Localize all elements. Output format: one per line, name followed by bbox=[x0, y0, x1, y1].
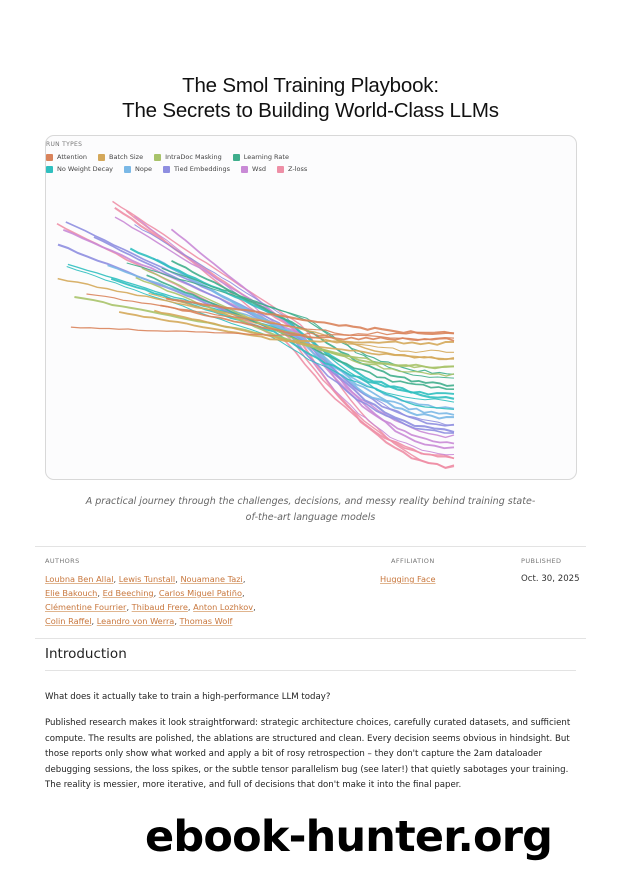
divider bbox=[35, 546, 586, 547]
legend-swatch bbox=[163, 166, 170, 173]
legend-item bbox=[233, 153, 289, 161]
author-link[interactable]: Thomas Wolf bbox=[179, 616, 233, 626]
divider bbox=[45, 670, 576, 671]
published-label: PUBLISHED bbox=[521, 557, 562, 565]
published-date: Oct. 30, 2025 bbox=[521, 574, 580, 584]
author-link[interactable]: Ed Beeching bbox=[102, 588, 154, 598]
legend-swatch bbox=[154, 154, 161, 161]
legend-swatch bbox=[241, 166, 248, 173]
author-link[interactable]: Loubna Ben Allal bbox=[45, 574, 114, 584]
author-link[interactable]: Colin Raffel bbox=[45, 616, 92, 626]
legend-label: Learning Rate bbox=[243, 153, 289, 161]
author-link[interactable]: Anton Lozhkov bbox=[193, 602, 254, 612]
legend-label: IntraDoc Masking bbox=[165, 153, 222, 161]
author-link[interactable]: Thibaud Frere bbox=[131, 602, 188, 612]
legend-item bbox=[163, 165, 230, 173]
author-link[interactable]: Clémentine Fourrier bbox=[45, 602, 127, 612]
watermark: ebook-hunter.org bbox=[145, 812, 553, 862]
divider bbox=[35, 638, 586, 639]
affiliation-label: AFFILIATION bbox=[391, 557, 435, 565]
loss-curves-illustration bbox=[46, 136, 576, 479]
author-link[interactable]: Nouamane Tazi bbox=[180, 574, 243, 584]
legend-label: Tied Embeddings bbox=[174, 165, 231, 173]
legend-label: Z-loss bbox=[287, 165, 308, 173]
author-link[interactable]: Lewis Tunstall bbox=[118, 574, 176, 584]
legend-swatch bbox=[277, 166, 284, 173]
legend-swatch bbox=[98, 154, 105, 161]
author-link[interactable]: Elie Bakouch bbox=[45, 588, 98, 598]
legend-item bbox=[277, 165, 307, 173]
legend-swatch bbox=[124, 166, 131, 173]
legend-item bbox=[124, 165, 152, 173]
legend-item bbox=[46, 153, 87, 161]
legend-label: No Weight Decay bbox=[57, 165, 114, 173]
legend-row bbox=[46, 165, 318, 173]
author-link[interactable]: Leandro von Werra bbox=[96, 616, 175, 626]
legend-item bbox=[46, 165, 113, 173]
legend-title: RUN TYPES bbox=[46, 141, 83, 148]
title-line-2: The Secrets to Building World-Class LLMs bbox=[122, 99, 499, 122]
legend-label: Nope bbox=[135, 165, 152, 173]
authors-label: AUTHORS bbox=[45, 557, 80, 565]
legend-item bbox=[154, 153, 222, 161]
legend-label: Batch Size bbox=[109, 153, 144, 161]
section-heading: Introduction bbox=[45, 646, 127, 662]
intro-paragraph: Published research makes it look straightforward: strategic architecture choices, carefully curated datasets, and sufficient compute. The results are polished, the ablations are structured and clean. Every decision seems obvious in hindsight. But those reports only show what worked and apply a bit of rosy retrospection – they don't capture the 2am dataloader debugging sessions, the loss spikes, or the subtle tensor parallelism bug (see later!) that quietly sabotages your training. The reality is messier, more iterative, and full of decisions that don't make it into the final paper. bbox=[45, 718, 571, 791]
hero-caption: A practical journey through the challenges, decisions, and messy reality behind training state-of-the-art language models bbox=[85, 496, 536, 523]
legend-swatch bbox=[46, 166, 53, 173]
hero-figure bbox=[45, 135, 577, 480]
author-link[interactable]: Carlos Miguel Patiño bbox=[158, 588, 242, 598]
legend-label: Wsd bbox=[252, 165, 266, 173]
affiliation-link[interactable]: Hugging Face bbox=[380, 574, 436, 584]
legend-swatch bbox=[233, 154, 240, 161]
legend-item bbox=[98, 153, 143, 161]
loss-curve bbox=[171, 229, 454, 443]
legend-row bbox=[46, 153, 300, 161]
intro-question: What does it actually take to train a high-performance LLM today? bbox=[45, 692, 331, 702]
loss-curve bbox=[58, 279, 454, 359]
legend-label: Attention bbox=[57, 153, 87, 161]
legend-swatch bbox=[46, 154, 53, 161]
author-list: Loubna Ben Allal, Lewis Tunstall, Nouamane Tazi, Elie Bakouch, Ed Beeching, Carlos Miguel Patiño, Clémentine Fourrier, Thibaud Frere, Anton Lozhkov, Colin Raffel, Leandro von Werra, Thomas Wolf bbox=[45, 574, 256, 626]
legend-item bbox=[241, 165, 266, 173]
page-title bbox=[0, 73, 621, 123]
title-line-1: The Smol Training Playbook: bbox=[182, 74, 439, 97]
